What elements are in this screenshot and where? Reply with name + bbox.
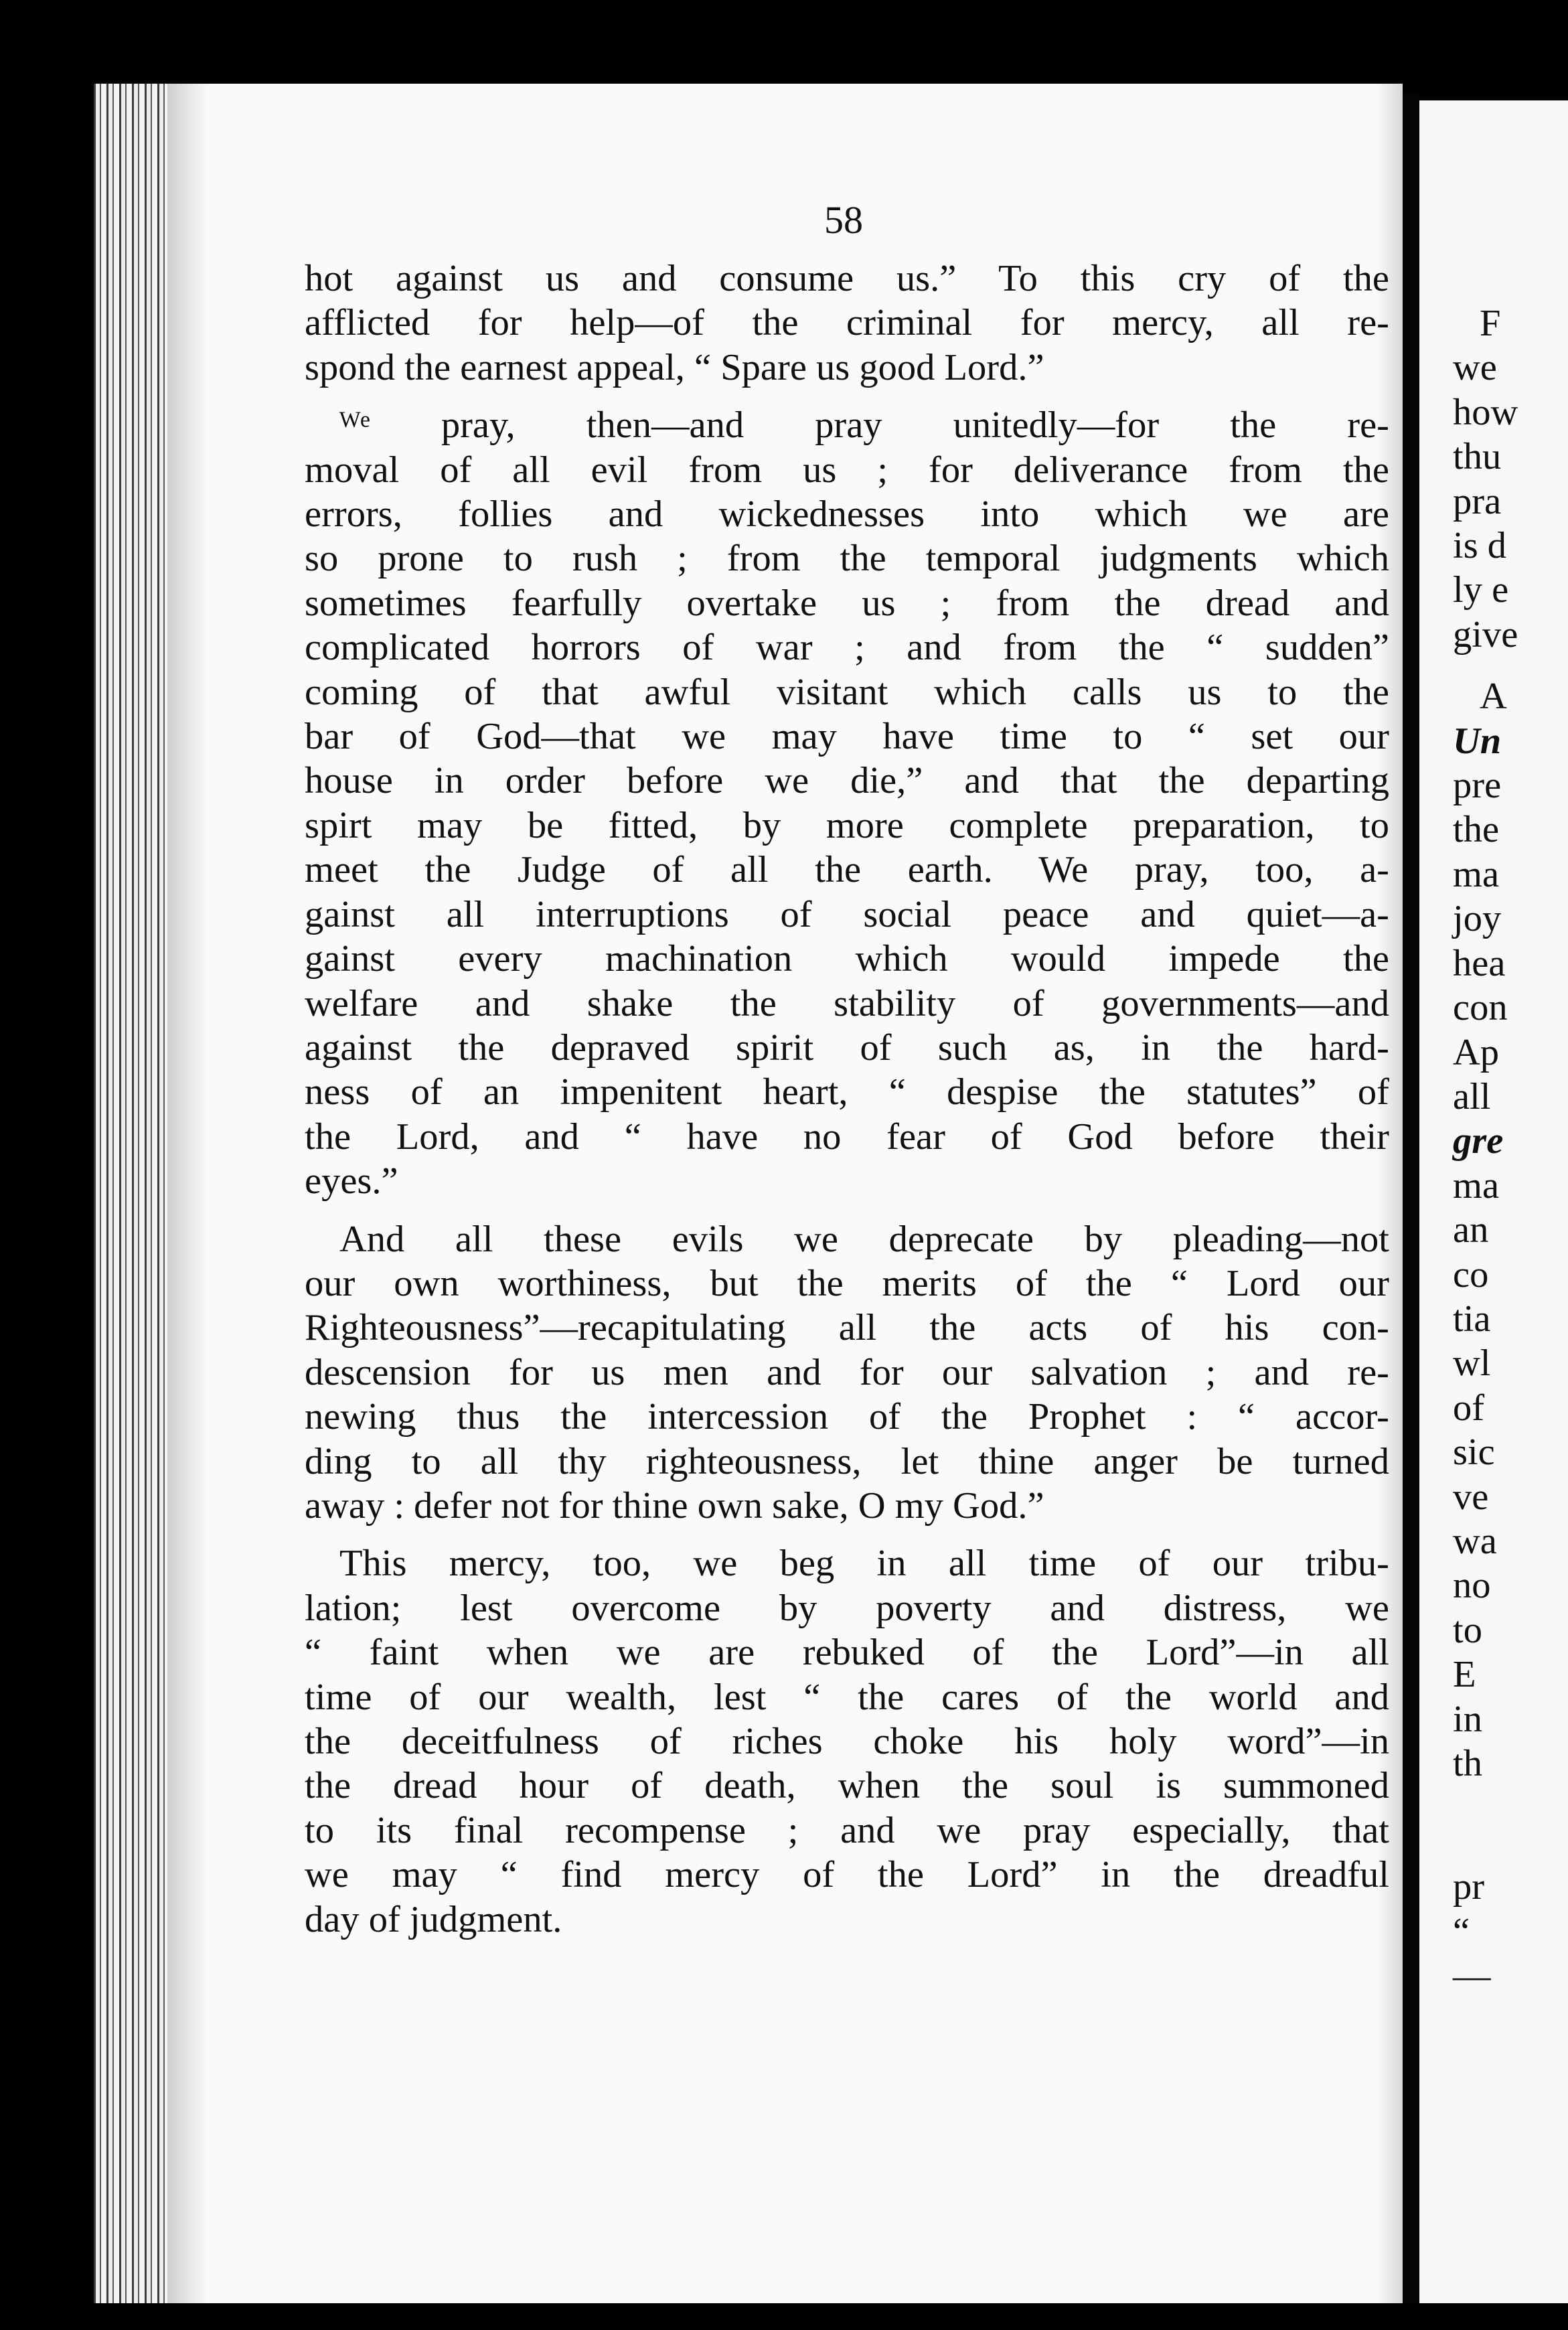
text-line: newing thus the intercession of the Prophet : “ accor- [305,1396,1389,1438]
text-line: to its final recompense ; and we pray especially, that [305,1809,1389,1851]
right-page-line-fragment: wl [1453,1342,1491,1385]
text-line: bar of God—that we may have time to “ set our [305,716,1389,758]
right-page-line-fragment: ly e [1453,569,1509,611]
right-page-line-fragment: tia [1453,1298,1491,1340]
paragraph-4 [305,1541,1389,1942]
text-line: “ faint when we are rebuked of the Lord”—in all [305,1632,1389,1674]
right-page-line-fragment: thu [1453,436,1502,478]
paragraph-3 [305,1217,1389,1529]
right-page-line-fragment: th [1453,1743,1482,1784]
book-gutter [1403,94,1419,2303]
right-page-line-fragment: ve [1453,1476,1489,1518]
right-page-line-fragment: give [1453,613,1518,655]
text-line: sometimes fearfully overtake us ; from the dread and [305,582,1389,624]
text-line: meet the Judge of all the earth. We pray, too, a- [305,849,1389,891]
text-line: day of judgment. [305,1898,562,1940]
text-line: hot against us and consume us.” To this cry of the [305,258,1389,299]
right-page-line-fragment: is d [1453,525,1507,567]
body-text [305,256,1389,1942]
text-line: away : defer not for thine own sake, O my God.” [305,1484,1044,1527]
right-page-line-fragment: con [1453,987,1508,1029]
text-line: so prone to rush ; from the temporal judgments which [305,538,1389,580]
text-line: errors, follies and wickednesses into which we are [305,493,1389,536]
text-line: ding to all thy righteousness, let thine anger be turned [305,1440,1389,1482]
paragraph-1 [305,256,1389,390]
right-page-line-fragment: pr [1453,1866,1485,1908]
right-page-line-fragment: an [1453,1209,1489,1251]
text-line: we may “ find mercy of the Lord” in the dreadful [305,1854,1389,1896]
text-line: moval of all evil from us ; for deliverance from the [305,449,1389,491]
right-page-line-fragment: F [1480,303,1501,344]
right-page-line-fragment: pre [1453,765,1502,807]
left-page [94,84,1403,2303]
text-line: complicated horrors of war ; and from the “ sudden” [305,627,1389,669]
right-page-line-fragment: A [1480,676,1507,718]
spacer [1453,1786,1568,1865]
right-page-line-fragment: we [1453,347,1497,389]
right-page-line-fragment: hea [1453,942,1506,984]
text-line: afflicted for help—of the criminal for mercy, all re- [305,302,1389,344]
text-line: against the depraved spirit of such as, in the hard- [305,1026,1389,1069]
right-page-line-fragment: no [1453,1565,1491,1607]
page-edge-shading [167,84,208,2303]
right-page-line-fragment: Un [1453,720,1502,762]
text-line: ness of an impenitent heart, “ despise the statutes” of [305,1071,1389,1113]
text-line: welfare and shake the stability of governments—and [305,982,1389,1024]
text-line: coming of that awful visitant which calls us to the [305,671,1389,713]
text-line: gainst every machination which would impede the [305,938,1389,980]
right-page-line-fragment: sic [1453,1431,1495,1474]
right-page-line-fragment: ma [1453,853,1500,895]
text-line: time of our wealth, lest “ the cares of the world and [305,1676,1389,1718]
right-page-line-fragment: all [1453,1075,1491,1117]
text-line: lation; lest overcome by poverty and distress, we [305,1587,1389,1629]
page-edges [94,84,167,2303]
right-page-line-fragment: in [1453,1698,1482,1740]
text-line: eyes.” [305,1160,398,1202]
text-line: the deceitfulness of riches choke his holy word”—in [305,1721,1389,1762]
text-line: spirt may be fitted, by more complete preparation, to [305,804,1389,846]
right-page-line-fragment: wa [1453,1520,1497,1562]
right-page-line-fragment: ma [1453,1164,1500,1207]
text-line: house in order before we die,” and that the departing [305,760,1389,802]
text-line: This mercy, too, we beg in all time of our tribu- [339,1543,1389,1585]
text-line: gainst all interruptions of social peace and quiet—a- [305,893,1389,935]
text-line: And all these evils we deprecate by pleading—not [339,1218,1389,1260]
right-page-line-fragment: Ap [1453,1031,1500,1073]
right-page-line-fragment: E [1453,1654,1476,1696]
text-line: the Lord, and “ have no fear of God before their [305,1115,1389,1158]
right-page-text [1453,301,1568,1999]
text-line: our own worthiness, but the merits of the “ Lord our [305,1262,1389,1304]
right-page-line-fragment: — [1453,1955,1491,1997]
right-page-line-fragment: gre [1453,1120,1504,1162]
right-page-line-fragment: how [1453,391,1518,433]
right-page-fragment [1419,100,1568,2303]
right-page-line-fragment: to [1453,1609,1482,1651]
text-line: Righteousness”—recapitulating all the acts of his con- [305,1307,1389,1349]
right-page-line-fragment: of [1453,1387,1485,1429]
right-page-line-fragment: joy [1453,898,1502,940]
text-line: spond the earnest appeal, “ Spare us good Lord.” [305,346,1044,388]
right-page-line-fragment: the [1453,809,1500,851]
right-page-line-fragment: “ [1453,1910,1470,1952]
text-line: descension for us men and for our salvation ; and re- [305,1351,1389,1393]
text-line: the dread hour of death, when the soul is summoned [305,1765,1389,1807]
text-line: ᵂᵉ pray, then—and pray unitedly—for the re- [339,404,1389,447]
right-page-line-fragment: pra [1453,480,1502,522]
paragraph-2 [305,403,1389,1203]
page-number: 58 [824,198,863,242]
right-page-line-fragment: co [1453,1253,1489,1296]
spacer [1453,657,1568,674]
